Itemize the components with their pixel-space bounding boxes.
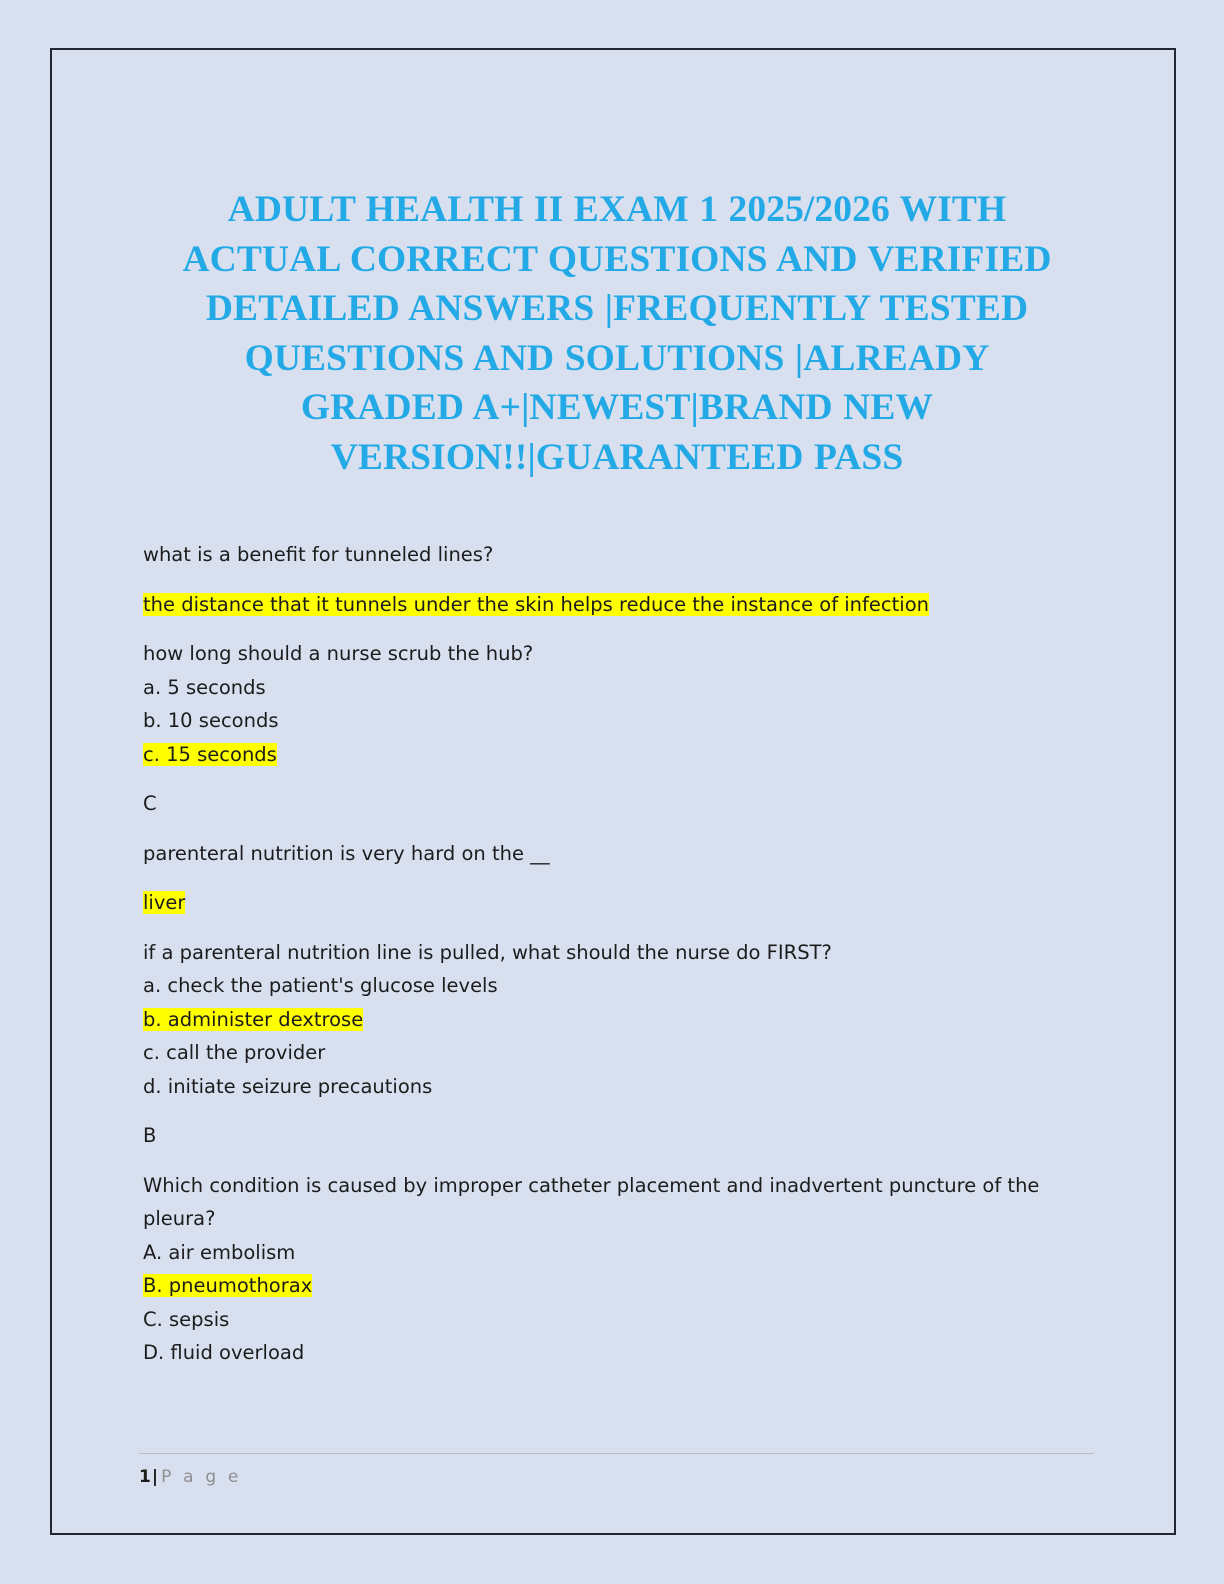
question-5-option-a: A. air embolism	[143, 1240, 296, 1264]
footer-page-word: P a g e	[161, 1467, 242, 1487]
footer-divider	[139, 1453, 1094, 1454]
question-1-answer-highlight: the distance that it tunnels under the skin helps reduce the instance of infection	[143, 592, 929, 616]
question-5-option-b-highlight: B. pneumothorax	[143, 1274, 313, 1297]
question-2-option-c-highlight: c. 15 seconds	[143, 742, 277, 766]
question-2-answer: C	[143, 792, 157, 815]
page-title: ADULT HEALTH II EXAM 1 2025/2026 WITH ACTUAL CORRECT QUESTIONS AND VERIFIED DETAILED ANSWERS |FREQUENTLY TESTED QUESTIONS AND SOLUTIONS |ALREADY GRADED A+|NEWEST|BRAND NEW VERSION!!|GUARANTEED PASS	[182, 189, 1052, 478]
question-1-answer-block	[143, 588, 1043, 622]
question-3-prompt: parenteral nutrition is very hard on the __	[143, 841, 550, 865]
question-2-prompt: how long should a nurse scrub the hub?	[143, 642, 534, 665]
question-4-block	[143, 936, 1043, 1104]
question-4-option-c: c. call the provider	[143, 1041, 326, 1064]
question-4-option-a: a. check the patient's glucose levels	[143, 974, 498, 997]
document-page-frame	[50, 48, 1176, 1535]
question-3-answer-block	[143, 886, 1043, 920]
footer-text	[139, 1467, 1094, 1487]
question-2-option-a: a. 5 seconds	[143, 675, 266, 699]
question-4-answer: B	[143, 1124, 157, 1147]
document-page-inner	[52, 50, 1174, 1533]
page-footer	[139, 1453, 1094, 1487]
question-3-block	[143, 837, 1043, 871]
footer-separator: |	[151, 1467, 159, 1487]
question-3-answer-highlight: liver	[143, 891, 186, 914]
question-1-block	[143, 538, 1043, 572]
footer-page-number: 1	[139, 1467, 151, 1487]
question-4-prompt: if a parenteral nutrition line is pulled, what should the nurse do FIRST?	[143, 940, 832, 964]
question-2-option-b: b. 10 seconds	[143, 709, 279, 732]
question-2-answer-block	[143, 787, 1043, 821]
question-4-answer-block	[143, 1119, 1043, 1153]
question-5-option-c: C. sepsis	[143, 1307, 230, 1331]
question-2-block	[143, 637, 1043, 771]
question-5-prompt: Which condition is caused by improper catheter placement and inadvertent puncture of the pleura?	[143, 1173, 1040, 1230]
question-4-option-d: d. initiate seizure precautions	[143, 1074, 433, 1098]
question-5-option-d: D. fluid overload	[143, 1341, 305, 1364]
question-1-prompt: what is a benefit for tunneled lines?	[143, 543, 494, 566]
document-body	[143, 538, 1043, 1386]
question-5-block	[143, 1169, 1083, 1370]
question-4-option-b-highlight: b. administer dextrose	[143, 1007, 364, 1031]
